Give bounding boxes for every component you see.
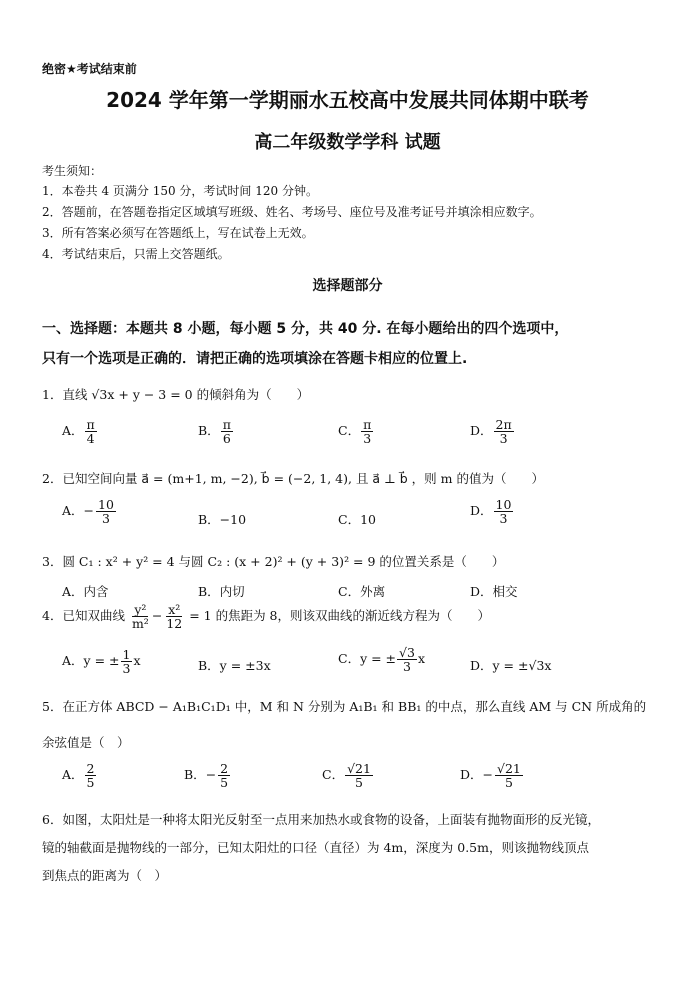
- question-4-option-a: A．y = ± $\frac{1}{3}$ x: [62, 647, 141, 677]
- question-1-option-a: A． $\frac{\pi}{4}$: [62, 417, 95, 447]
- question-6-stem-cont: 到焦点的距离为（ ）: [42, 868, 168, 883]
- question-4-option-d: D．y = ±√3x: [470, 658, 552, 673]
- question-5-stem: 5．在正方体 ABCD − A₁B₁C₁D₁ 中，M 和 N 分别为 A₁B₁ 和 BB₁ 的中点，那么直线 AM 与 CN 所成角的: [42, 699, 647, 714]
- question-2-option-c: C．10: [338, 512, 376, 527]
- question-5-option-b: B．− $\frac{2}{5}$: [184, 761, 229, 791]
- instructions-line: 一、选择题：本题共 8 小题，每小题 5 分，共 40 分. 在每小题给出的四个选项中，: [42, 321, 569, 337]
- question-6-stem: 6．如图，太阳灶是一种将太阳光反射至一点用来加热水或食物的设备，上面装有抛物面形的反光镜，: [42, 812, 600, 827]
- question-5-stem-cont: 余弦值是（ ）: [42, 735, 130, 750]
- question-2-stem: 2．已知空间向量 a⃗ = (m+1, m, −2), b⃗ = (−2, 1, 4), 且 a⃗ ⊥ b⃗ ，则 m 的值为（ ）: [42, 471, 544, 486]
- question-4-option-c: C．y = ± $\frac{√3}{3}$ x: [338, 645, 426, 675]
- section-title: 选择题部分: [312, 278, 383, 294]
- question-5-option-d: D．− $\frac{√21}{5}$: [460, 761, 521, 791]
- notice-item: 4．考试结束后，只需上交答题纸。: [42, 247, 230, 261]
- question-1-stem: 1．直线 √3x + y − 3 = 0 的倾斜角为（ ）: [42, 387, 310, 402]
- exam-subtitle: 高二年级数学学科 试题: [254, 132, 441, 153]
- question-4-stem: 4．已知双曲线 $\frac{\text{y²}}{\text{m²}}$ − $\frac{\text{x²}}{12}$ = 1 的焦距为 8，则该双曲线的渐近线方程为（ ）: [42, 602, 491, 632]
- question-3-option-c: C．外离: [338, 584, 386, 599]
- question-2-option-a: A．− $\frac{10}{3}$: [62, 497, 114, 527]
- question-3-option-b: B．内切: [198, 584, 245, 599]
- notice-item: 3．所有答案必须写在答题纸上，写在试卷上无效。: [42, 226, 314, 240]
- notice-item: 2．答题前，在答题卷指定区域填写班级、姓名、考场号、座位号及准考证号并填涂相应数字。: [42, 205, 542, 219]
- exam-title: 2024 学年第一学期丽水五校高中发展共同体期中联考: [106, 88, 589, 112]
- question-3-option-a: A．内含: [62, 584, 109, 599]
- question-1-option-c: C． $\frac{\pi}{3}$: [338, 417, 372, 447]
- question-4-option-b: B．y = ±3x: [198, 658, 271, 673]
- question-1-option-b: B． $\frac{\pi}{6}$: [198, 417, 231, 447]
- instructions-line: 只有一个选项是正确的．请把正确的选项填涂在答题卡相应的位置上.: [42, 351, 468, 367]
- notice-heading: 考生须知：: [42, 164, 103, 178]
- question-2-option-b: B．−10: [198, 512, 247, 527]
- notice-item: 1．本卷共 4 页满分 150 分，考试时间 120 分钟。: [42, 184, 318, 198]
- confidential-label: 绝密★考试结束前: [42, 62, 137, 76]
- question-2-option-d: D． $\frac{10}{3}$: [470, 497, 512, 527]
- question-5-option-a: A． $\frac{2}{5}$: [62, 761, 95, 791]
- question-3-option-d: D．相交: [470, 584, 518, 599]
- question-5-option-c: C． $\frac{√21}{5}$: [322, 761, 371, 791]
- question-1-option-d: D． $\frac{2\pi}{3}$: [470, 417, 512, 447]
- question-6-stem-cont: 镜的轴截面是抛物线的一部分，已知太阳灶的口径（直径）为 4m，深度为 0.5m，则该抛物线顶点: [42, 840, 589, 855]
- question-3-stem: 3．圆 C₁ : x² + y² = 4 与圆 C₂ : (x + 2)² + (y + 3)² = 9 的位置关系是（ ）: [42, 554, 505, 569]
